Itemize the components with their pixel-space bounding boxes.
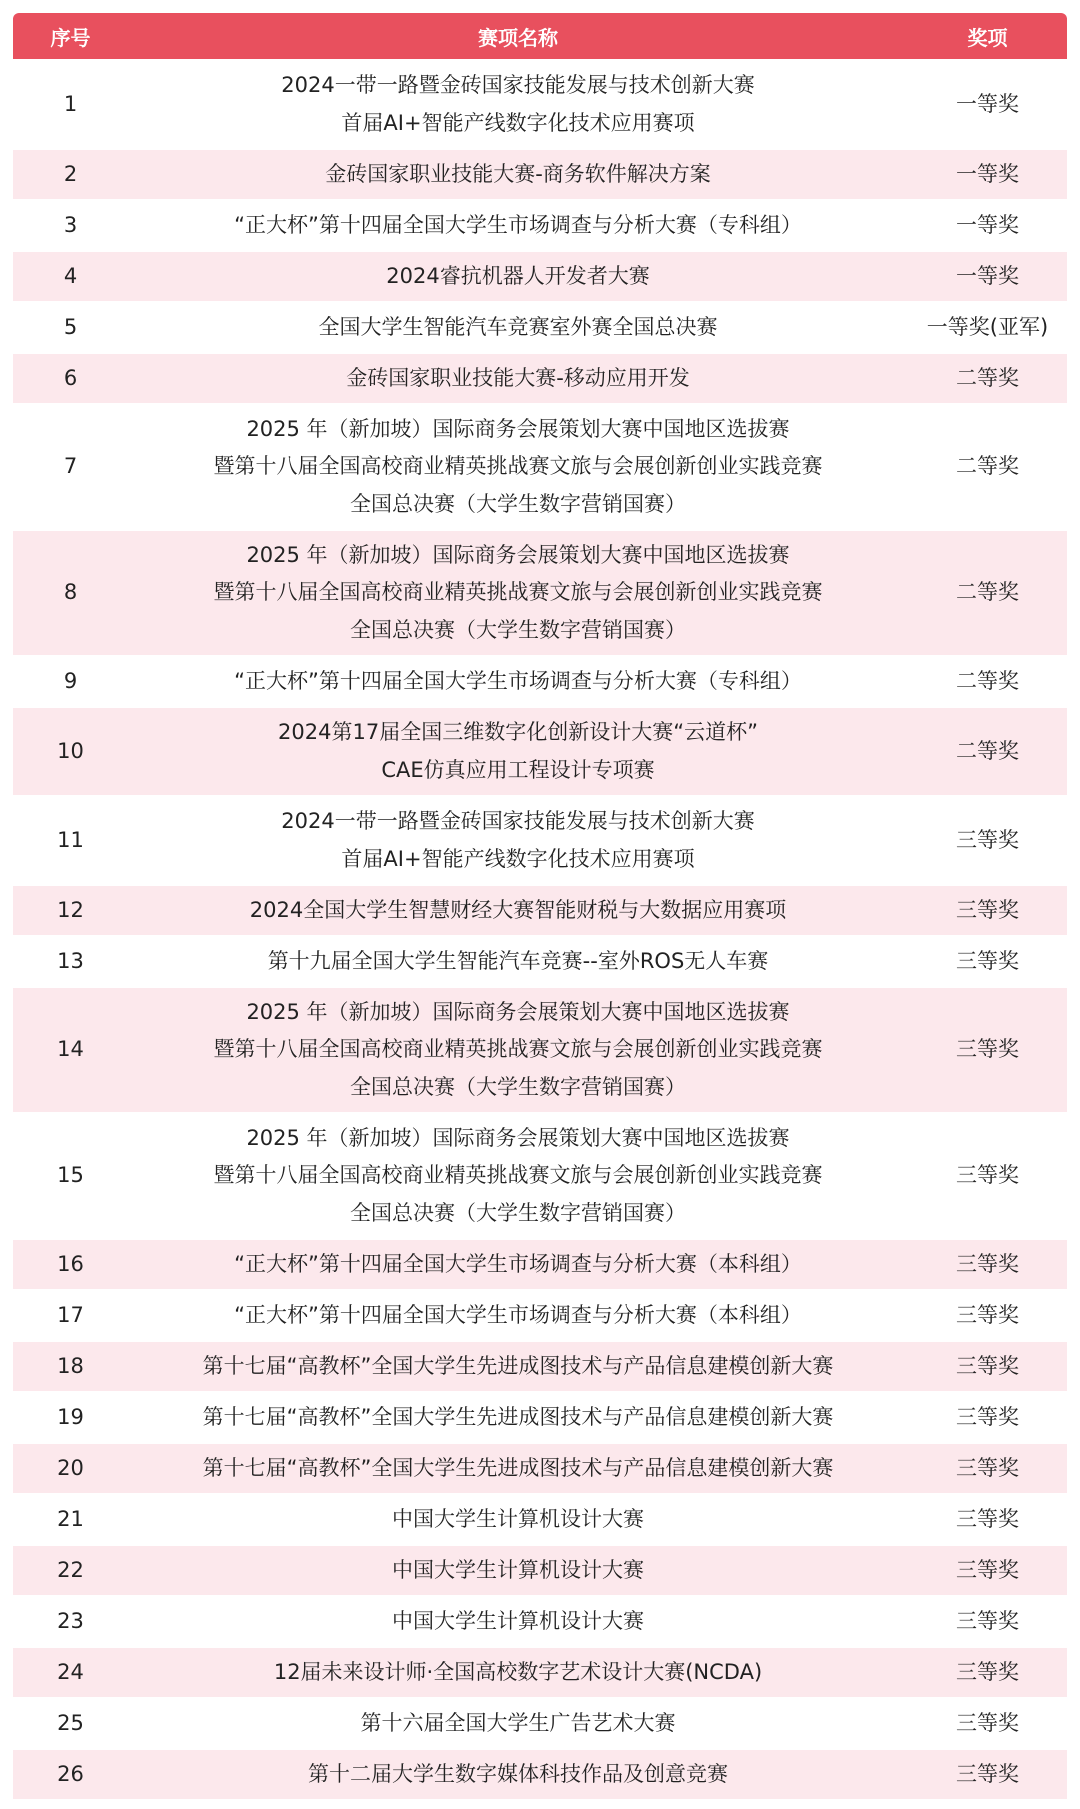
competition-name-line: 第十九届全国大学生智能汽车竞赛--室外ROS无人车赛 xyxy=(267,948,769,973)
row-competition-name xyxy=(128,411,908,524)
competition-name-line: 2024一带一路暨金砖国家技能发展与技术创新大赛 xyxy=(281,73,755,97)
table-row xyxy=(13,352,1067,403)
table-row xyxy=(13,1442,1067,1493)
row-index: 3 xyxy=(63,212,78,237)
row-competition-name xyxy=(128,1654,908,1692)
table-body xyxy=(13,59,1067,1799)
row-award: 二等奖 xyxy=(956,365,1019,390)
table-row xyxy=(13,655,1067,706)
row-index: 9 xyxy=(63,668,78,693)
row-competition-name xyxy=(128,994,908,1107)
row-award: 三等奖 xyxy=(956,1659,1019,1684)
row-award: 二等奖 xyxy=(956,580,1019,605)
competition-name-line: 第十七届“高教杯”全国大学生先进成图技术与产品信息建模创新大赛 xyxy=(202,1353,834,1378)
table-row xyxy=(13,935,1067,986)
competition-name-line: 暨第十八届全国高校商业精英挑战赛文旅与会展创新创业实践竞赛 xyxy=(213,454,823,479)
table-row xyxy=(13,884,1067,935)
table-row xyxy=(13,1595,1067,1646)
row-award: 一等奖(亚军) xyxy=(926,314,1049,339)
competition-name-line: 2025 年（新加坡）国际商务会展策划大赛中国地区选拔赛 xyxy=(246,1125,790,1150)
row-award: 一等奖 xyxy=(956,263,1019,288)
header-award: 奖项 xyxy=(967,25,1008,50)
competition-name-line: 金砖国家职业技能大赛-商务软件解决方案 xyxy=(325,161,711,186)
table-row xyxy=(13,403,1067,529)
row-award: 三等奖 xyxy=(956,948,1019,973)
table-row xyxy=(13,199,1067,250)
row-index: 11 xyxy=(57,827,84,852)
row-award: 三等奖 xyxy=(956,1302,1019,1327)
table-header xyxy=(13,13,1067,59)
table-row xyxy=(13,148,1067,199)
row-award: 一等奖 xyxy=(956,91,1019,116)
table-row xyxy=(13,1544,1067,1595)
competition-name-line: 2024第17届全国三维数字化创新设计大赛“云道杯” xyxy=(278,720,758,744)
table-row xyxy=(13,1697,1067,1748)
competition-name-line: 全国总决赛（大学生数字营销国赛） xyxy=(350,1200,686,1225)
table-row xyxy=(13,1391,1067,1442)
row-competition-name xyxy=(128,309,908,347)
row-competition-name xyxy=(128,1450,908,1488)
row-award: 二等奖 xyxy=(956,454,1019,479)
awards-table xyxy=(13,13,1067,1799)
row-index: 20 xyxy=(57,1455,84,1480)
row-award: 三等奖 xyxy=(956,1608,1019,1633)
row-award: 三等奖 xyxy=(956,1353,1019,1378)
row-competition-name xyxy=(128,67,908,142)
competition-name-line: 首届AI+智能产线数字化技术应用赛项 xyxy=(341,846,695,871)
table-row xyxy=(13,706,1067,795)
table-row xyxy=(13,1238,1067,1289)
competition-name-line: 第十七届“高教杯”全国大学生先进成图技术与产品信息建模创新大赛 xyxy=(202,1404,834,1429)
row-award: 三等奖 xyxy=(956,1037,1019,1062)
competition-name-line: 首届AI+智能产线数字化技术应用赛项 xyxy=(341,110,695,135)
row-index: 14 xyxy=(57,1037,84,1062)
row-competition-name xyxy=(128,943,908,981)
row-competition-name xyxy=(128,360,908,398)
header-competition-name: 赛项名称 xyxy=(478,25,558,50)
row-award: 三等奖 xyxy=(956,1506,1019,1531)
table-row xyxy=(13,1289,1067,1340)
row-competition-name xyxy=(128,1399,908,1437)
competition-name-line: 2024睿抗机器人开发者大赛 xyxy=(386,263,650,288)
row-award: 二等奖 xyxy=(956,738,1019,763)
row-index: 26 xyxy=(57,1761,84,1786)
row-index: 15 xyxy=(57,1163,84,1188)
row-award: 三等奖 xyxy=(956,1761,1019,1786)
competition-name-line: “正大杯”第十四届全国大学生市场调查与分析大赛（本科组） xyxy=(234,1302,802,1327)
row-competition-name xyxy=(128,258,908,296)
header-index: 序号 xyxy=(50,25,91,50)
row-competition-name xyxy=(128,1756,908,1794)
table-row xyxy=(13,795,1067,884)
row-award: 三等奖 xyxy=(956,1163,1019,1188)
row-competition-name xyxy=(128,1705,908,1743)
table-row xyxy=(13,1748,1067,1799)
row-competition-name xyxy=(128,803,908,878)
competition-name-line: “正大杯”第十四届全国大学生市场调查与分析大赛（专科组） xyxy=(234,668,802,693)
row-index: 13 xyxy=(57,948,84,973)
competition-name-line: CAE仿真应用工程设计专项赛 xyxy=(381,757,655,782)
table-row xyxy=(13,250,1067,301)
row-competition-name xyxy=(128,537,908,650)
row-index: 16 xyxy=(57,1251,84,1276)
row-index: 5 xyxy=(63,314,78,339)
competition-name-line: 2025 年（新加坡）国际商务会展策划大赛中国地区选拔赛 xyxy=(246,999,790,1024)
row-award: 二等奖 xyxy=(956,668,1019,693)
competition-name-line: 第十二届大学生数字媒体科技作品及创意竞赛 xyxy=(308,1761,728,1786)
row-index: 6 xyxy=(63,365,78,390)
row-index: 24 xyxy=(57,1659,84,1684)
row-index: 19 xyxy=(57,1404,84,1429)
row-index: 10 xyxy=(57,738,84,763)
table-row xyxy=(13,529,1067,655)
row-index: 8 xyxy=(63,580,78,605)
competition-name-line: 全国总决赛（大学生数字营销国赛） xyxy=(350,617,686,642)
row-index: 18 xyxy=(57,1353,84,1378)
row-competition-name xyxy=(128,156,908,194)
competition-name-line: 中国大学生计算机设计大赛 xyxy=(392,1506,644,1531)
competition-name-line: 第十七届“高教杯”全国大学生先进成图技术与产品信息建模创新大赛 xyxy=(202,1455,834,1480)
competition-name-line: “正大杯”第十四届全国大学生市场调查与分析大赛（专科组） xyxy=(234,212,802,237)
row-competition-name xyxy=(128,207,908,245)
row-award: 三等奖 xyxy=(956,1710,1019,1735)
row-index: 21 xyxy=(57,1506,84,1531)
competition-name-line: 全国总决赛（大学生数字营销国赛） xyxy=(350,491,686,516)
row-award: 一等奖 xyxy=(956,161,1019,186)
row-award: 三等奖 xyxy=(956,897,1019,922)
row-index: 2 xyxy=(63,161,78,186)
row-index: 23 xyxy=(57,1608,84,1633)
row-competition-name xyxy=(128,1348,908,1386)
competition-name-line: “正大杯”第十四届全国大学生市场调查与分析大赛（本科组） xyxy=(234,1251,802,1276)
table-row xyxy=(13,1340,1067,1391)
competition-name-line: 全国大学生智能汽车竞赛室外赛全国总决赛 xyxy=(318,314,718,339)
row-index: 12 xyxy=(57,897,84,922)
competition-name-line: 第十六届全国大学生广告艺术大赛 xyxy=(360,1710,676,1735)
row-award: 一等奖 xyxy=(956,212,1019,237)
row-index: 1 xyxy=(63,91,78,116)
competition-name-line: 2024全国大学生智慧财经大赛智能财税与大数据应用赛项 xyxy=(249,897,787,922)
row-competition-name xyxy=(128,1552,908,1590)
row-award: 三等奖 xyxy=(956,827,1019,852)
competition-name-line: 12届未来设计师·全国高校数字艺术设计大赛(NCDA) xyxy=(273,1659,763,1684)
competition-name-line: 中国大学生计算机设计大赛 xyxy=(392,1608,644,1633)
table-row xyxy=(13,59,1067,148)
row-competition-name xyxy=(128,1246,908,1284)
row-award: 三等奖 xyxy=(956,1404,1019,1429)
row-index: 17 xyxy=(57,1302,84,1327)
row-competition-name xyxy=(128,1603,908,1641)
table-row xyxy=(13,1646,1067,1697)
row-competition-name xyxy=(128,1501,908,1539)
table-row xyxy=(13,301,1067,352)
table-row xyxy=(13,986,1067,1112)
row-award: 三等奖 xyxy=(956,1455,1019,1480)
competition-name-line: 2024一带一路暨金砖国家技能发展与技术创新大赛 xyxy=(281,809,755,833)
row-award: 三等奖 xyxy=(956,1557,1019,1582)
row-index: 25 xyxy=(57,1710,84,1735)
row-competition-name xyxy=(128,1297,908,1335)
row-award: 三等奖 xyxy=(956,1251,1019,1276)
row-index: 22 xyxy=(57,1557,84,1582)
table-row xyxy=(13,1112,1067,1238)
row-index: 7 xyxy=(63,454,78,479)
competition-name-line: 暨第十八届全国高校商业精英挑战赛文旅与会展创新创业实践竞赛 xyxy=(213,1163,823,1188)
row-competition-name xyxy=(128,1120,908,1233)
competition-name-line: 2025 年（新加坡）国际商务会展策划大赛中国地区选拔赛 xyxy=(246,542,790,567)
table-row xyxy=(13,1493,1067,1544)
row-competition-name xyxy=(128,663,908,701)
competition-name-line: 金砖国家职业技能大赛-移动应用开发 xyxy=(346,365,690,390)
competition-name-line: 中国大学生计算机设计大赛 xyxy=(392,1557,644,1582)
row-competition-name xyxy=(128,892,908,930)
competition-name-line: 暨第十八届全国高校商业精英挑战赛文旅与会展创新创业实践竞赛 xyxy=(213,580,823,605)
competition-name-line: 暨第十八届全国高校商业精英挑战赛文旅与会展创新创业实践竞赛 xyxy=(213,1037,823,1062)
row-index: 4 xyxy=(63,263,78,288)
competition-name-line: 2025 年（新加坡）国际商务会展策划大赛中国地区选拔赛 xyxy=(246,416,790,441)
competition-name-line: 全国总决赛（大学生数字营销国赛） xyxy=(350,1074,686,1099)
row-competition-name xyxy=(128,714,908,789)
